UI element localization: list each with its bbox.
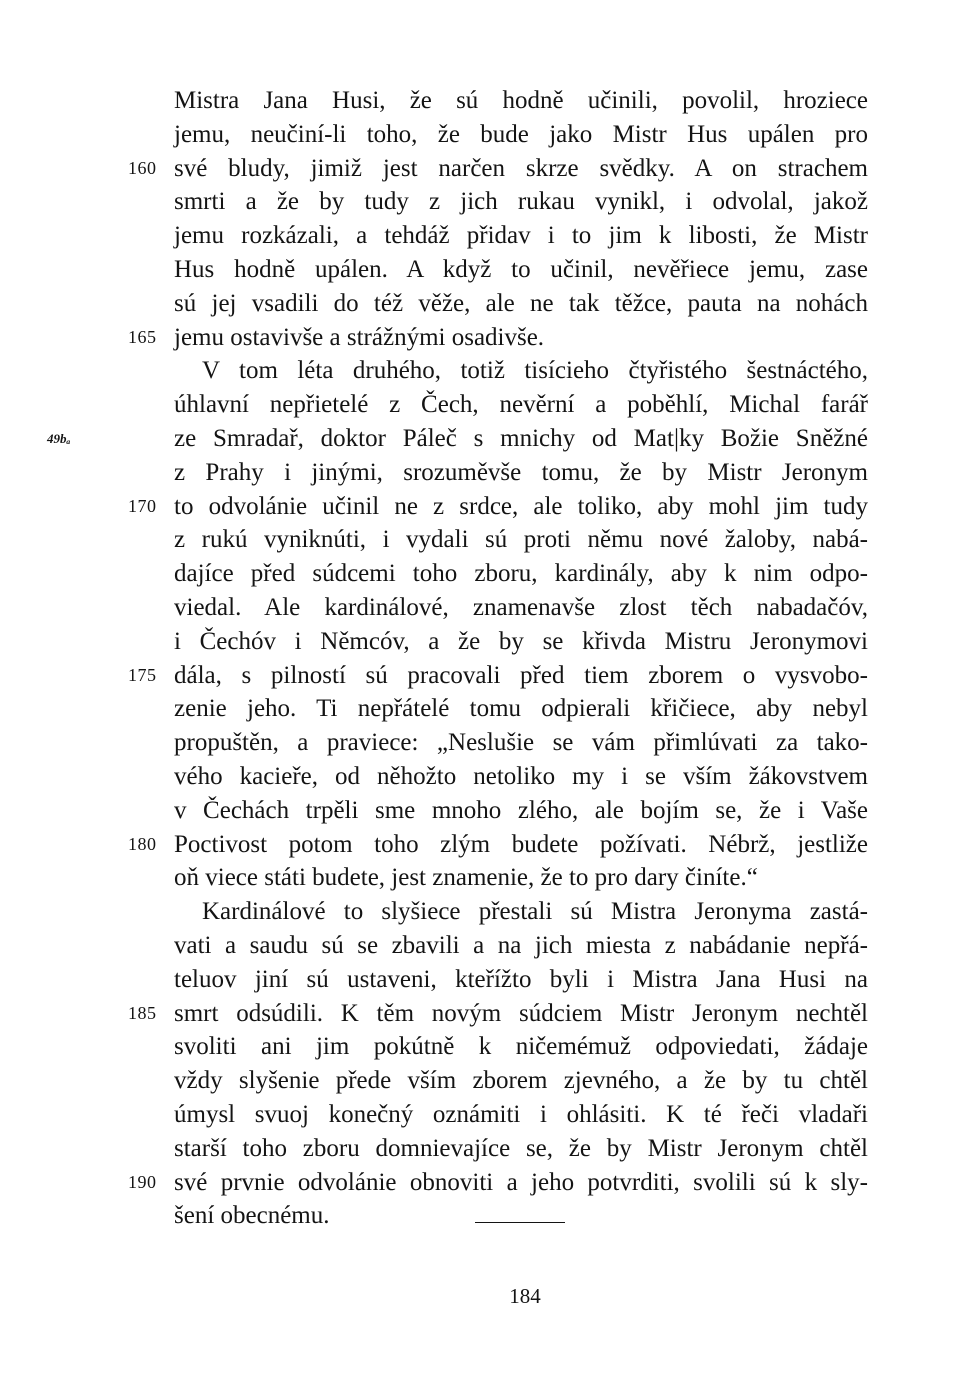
- line-text: úmysl svuoj konečný oznámiti i ohlásiti. K té řeči vladaři: [174, 1100, 868, 1128]
- text-line: [174, 692, 868, 726]
- line-text: sú jej vsadili do též věže, ale ne tak těžce, pauta na nohách: [174, 289, 868, 317]
- line-text: viedal. Ale kardinálové, znamenavše zlost těch nabadačóv,: [174, 593, 868, 621]
- line-text: vždy slyšenie přede vším zborem zjevného, a že by tu chtěl: [174, 1067, 868, 1095]
- line-text: své bludy, jimiž jest narčen skrze svědky. A on strachem: [174, 154, 868, 182]
- line-text: starší toho zboru domnievajíce se, že by Mistr Jeronym chtěl: [174, 1134, 868, 1162]
- line-text: úhlavní nepřietelé z Čech, nevěrní a poběhlí, Michal farář: [174, 391, 868, 419]
- text-line: [174, 963, 868, 997]
- line-text: jemu rozkázali, a tehdáž přidav i to jim k libosti, že Mistr: [174, 222, 868, 250]
- text-line: [174, 118, 868, 152]
- line-number: 160: [128, 157, 157, 178]
- line-text: zenie jeho. Ti nepřátelé tomu odpierali křičiece, aby nebyl: [174, 695, 868, 723]
- line-text: šení obecnému.: [174, 1202, 330, 1230]
- line-text: Mistra Jana Husi, že sú hodně učinili, povolil, hroziece: [174, 87, 868, 114]
- line-text: smrti a že by tudy z jich rukau vynikl, i odvolal, jakož: [174, 188, 868, 216]
- line-text: z Prahy i jinými, srozuměvše tomu, že by Mistr Jeronym: [174, 458, 868, 486]
- line-text: vati a saudu sú se zbavili a na jich miesta z nabádanie nepřá-: [174, 931, 868, 959]
- line-number: 180: [128, 833, 157, 854]
- text-line: [174, 456, 868, 490]
- line-text: i Čechóv i Němcóv, a že by se křivda Mistru Jeronymovi: [174, 627, 868, 655]
- text-line: [128, 152, 868, 186]
- line-number: 170: [128, 495, 157, 516]
- text-line: [128, 1166, 868, 1200]
- text-line: [128, 828, 868, 862]
- text-line: [174, 1030, 868, 1064]
- line-number: 175: [128, 664, 157, 685]
- text-line: [174, 388, 868, 422]
- line-text: oň viece státi budete, jest znamenie, že to pro dary činíte.“: [174, 864, 758, 892]
- text-line: [174, 253, 868, 287]
- line-text: své prvnie odvolánie obnoviti a jeho potvrditi, svolili sú k sly-: [174, 1168, 868, 1196]
- line-text: dajíce před súdcemi toho zboru, kardinály, aby k nim odpo-: [174, 560, 868, 588]
- body-text: [47, 84, 868, 1233]
- folio-marker: 49bₐ: [47, 430, 71, 446]
- line-text: V tom léta druhého, totiž tisícieho čtyřistého šestnáctého,: [202, 357, 868, 385]
- page-number: 184: [509, 1284, 541, 1308]
- text-line: [174, 185, 868, 219]
- line-number: 165: [128, 326, 157, 347]
- text-line: [174, 895, 868, 929]
- text-line: [128, 321, 868, 355]
- line-text: svoliti ani jim pokútně k ničemémuž odpoviedati, žádaje: [174, 1033, 868, 1061]
- line-text: Poctivost potom toho zlým budete požívati. Nébrž, jestliže: [174, 830, 868, 858]
- text-line: [174, 287, 868, 321]
- text-line: [174, 726, 868, 760]
- text-line: [174, 861, 868, 895]
- text-line: [128, 490, 868, 524]
- text-line: [128, 659, 868, 693]
- line-text: z rukú vyniknúti, i vydali sú proti němu nové žaloby, nabá-: [174, 526, 868, 554]
- text-line: [174, 929, 868, 963]
- line-text: to odvolánie učinil ne z srdce, ale toliko, aby mohl jim tudy: [174, 492, 868, 520]
- line-text: ze Smradař, doktor Páleč s mnichy od Mat|ky Božie Sněžné: [174, 424, 868, 452]
- line-text: Hus hodně upálen. A když to učinil, nevěřiece jemu, zase: [174, 255, 868, 283]
- text-line: [174, 557, 868, 591]
- section-rule: [475, 1222, 565, 1223]
- line-number: 190: [128, 1171, 157, 1192]
- line-number: 185: [128, 1002, 157, 1023]
- text-line: [174, 84, 868, 118]
- text-line: [174, 1064, 868, 1098]
- text-line: [174, 794, 868, 828]
- line-text: v Čechách trpěli sme mnoho zlého, ale bojím se, že i Vaše: [174, 796, 868, 824]
- line-text: jemu ostavivše a strážnými osadivše.: [174, 323, 545, 351]
- line-text: propuštěn, a praviece: „Neslušie se vám přimlúvati za tako-: [174, 729, 868, 757]
- line-text: teluov jiní sú ustaveni, kteřížto byli i Mistra Jana Husi na: [174, 965, 868, 993]
- line-text: dála, s pilností sú pracovali před tiem zborem o vysvobo-: [174, 661, 868, 689]
- text-line: [174, 625, 868, 659]
- text-line: [128, 997, 868, 1031]
- text-line: [174, 1132, 868, 1166]
- text-line: [174, 219, 868, 253]
- text-line: [174, 523, 868, 557]
- text-line: [174, 1199, 868, 1233]
- line-text: vého kacieře, od něhožto netoliko my i se vším žákovstvem: [174, 762, 868, 790]
- text-line: [174, 760, 868, 794]
- text-line: [174, 354, 868, 388]
- text-line: [174, 1098, 868, 1132]
- line-text: Kardinálové to slyšiece přestali sú Mistra Jeronyma zastá-: [202, 898, 868, 926]
- text-line: [174, 591, 868, 625]
- line-text: jemu, neučiní-li toho, že bude jako Mistr Hus upálen pro: [174, 120, 868, 148]
- text-line: [47, 422, 868, 456]
- line-text: smrt odsúdili. K těm novým súdciem Mistr Jeronym nechtěl: [174, 999, 868, 1027]
